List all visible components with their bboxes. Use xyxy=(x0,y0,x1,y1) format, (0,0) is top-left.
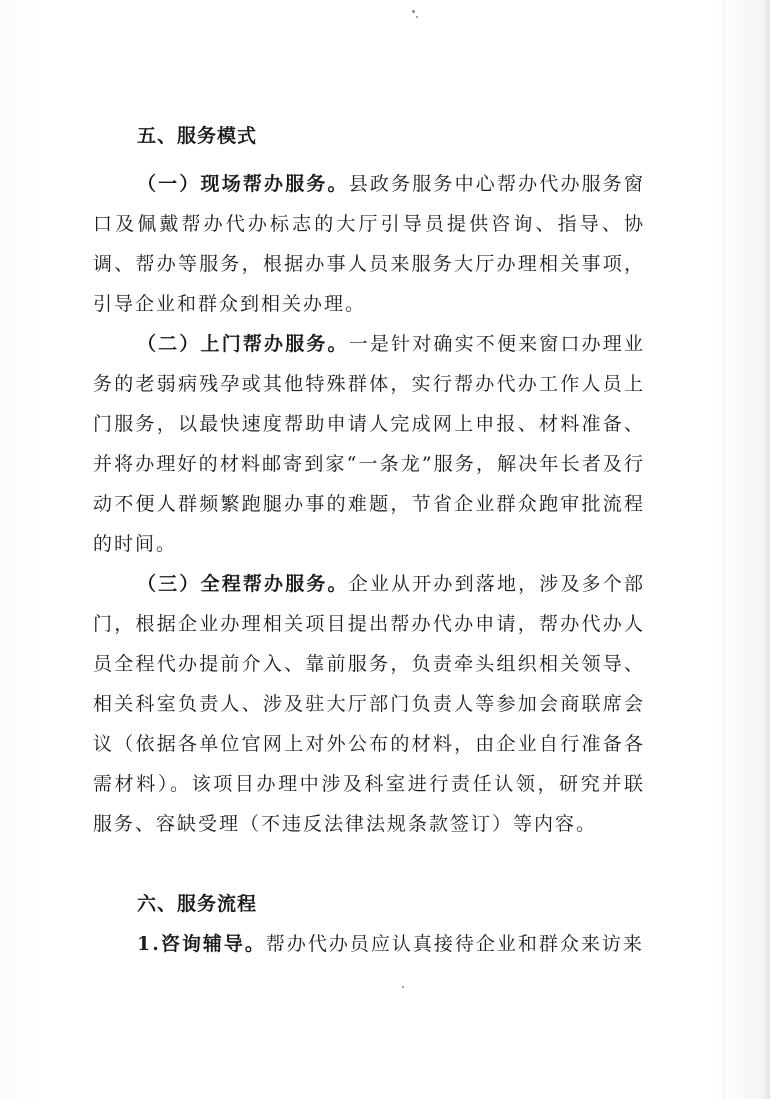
paragraph-text: 企业从开办到落地，涉及多个部门，根据企业办理相关项目提出帮办代办申请，帮办代办人员全程代办提前介入、靠前服务，负责牵头组织相关领导、相关科室负责人、涉及驻大厅部门负责人等参加会商联席会议（依据各单位官网上对外公布的材料，由企业自行准备各需材料）。该项目办理中涉及科室进行责任认领，研究并联服务、容缺受理（不违反法律法规条款签订）等内容。 xyxy=(93,573,645,835)
paragraph-consultation xyxy=(93,924,645,964)
paragraph-lead: （三）全程帮办服务。 xyxy=(137,573,349,595)
section-heading-service-mode: 五、服务模式 xyxy=(137,125,258,147)
paragraph-lead: 1.咨询辅导。 xyxy=(137,933,266,955)
paragraph-text: 帮办代办员应认真接待企业和群众来访来 xyxy=(265,933,644,955)
paragraph-text: 一是针对确实不便来窗口办理业务的老弱病残孕或其他特殊群体，实行帮办代办工作人员上门服务，以最快速度帮助申请人完成网上申报、材料准备、并将办理好的材料邮寄到家“一条龙”服务，解决年长者及行动不便人群频繁跑腿办事的难题，节省企业群众跑审批流程的时间。 xyxy=(93,333,645,555)
section-heading-service-process: 六、服务流程 xyxy=(137,893,258,915)
paragraph-full-process-service xyxy=(93,564,645,884)
spacer xyxy=(93,156,645,164)
paragraph-lead: （一）现场帮办服务。 xyxy=(137,173,349,195)
page-fold-line xyxy=(724,0,725,1099)
page-edge-shadow xyxy=(762,0,770,1099)
paragraph-lead: （二）上门帮办服务。 xyxy=(137,333,349,355)
paragraph-text: 县政务服务中心帮办代办服务窗口及佩戴帮办代办标志的大厅引导员提供咨询、指导、协调、帮办等服务，根据办事人员来服务大厅办理相关事项，引导企业和群众到相关办理。 xyxy=(93,173,645,315)
paragraph-onsite-service xyxy=(93,164,645,324)
paragraph-door-service xyxy=(93,324,645,564)
scan-speck xyxy=(402,986,404,988)
document-body xyxy=(93,116,645,964)
scan-speck xyxy=(412,10,415,13)
scan-speck xyxy=(416,16,418,18)
